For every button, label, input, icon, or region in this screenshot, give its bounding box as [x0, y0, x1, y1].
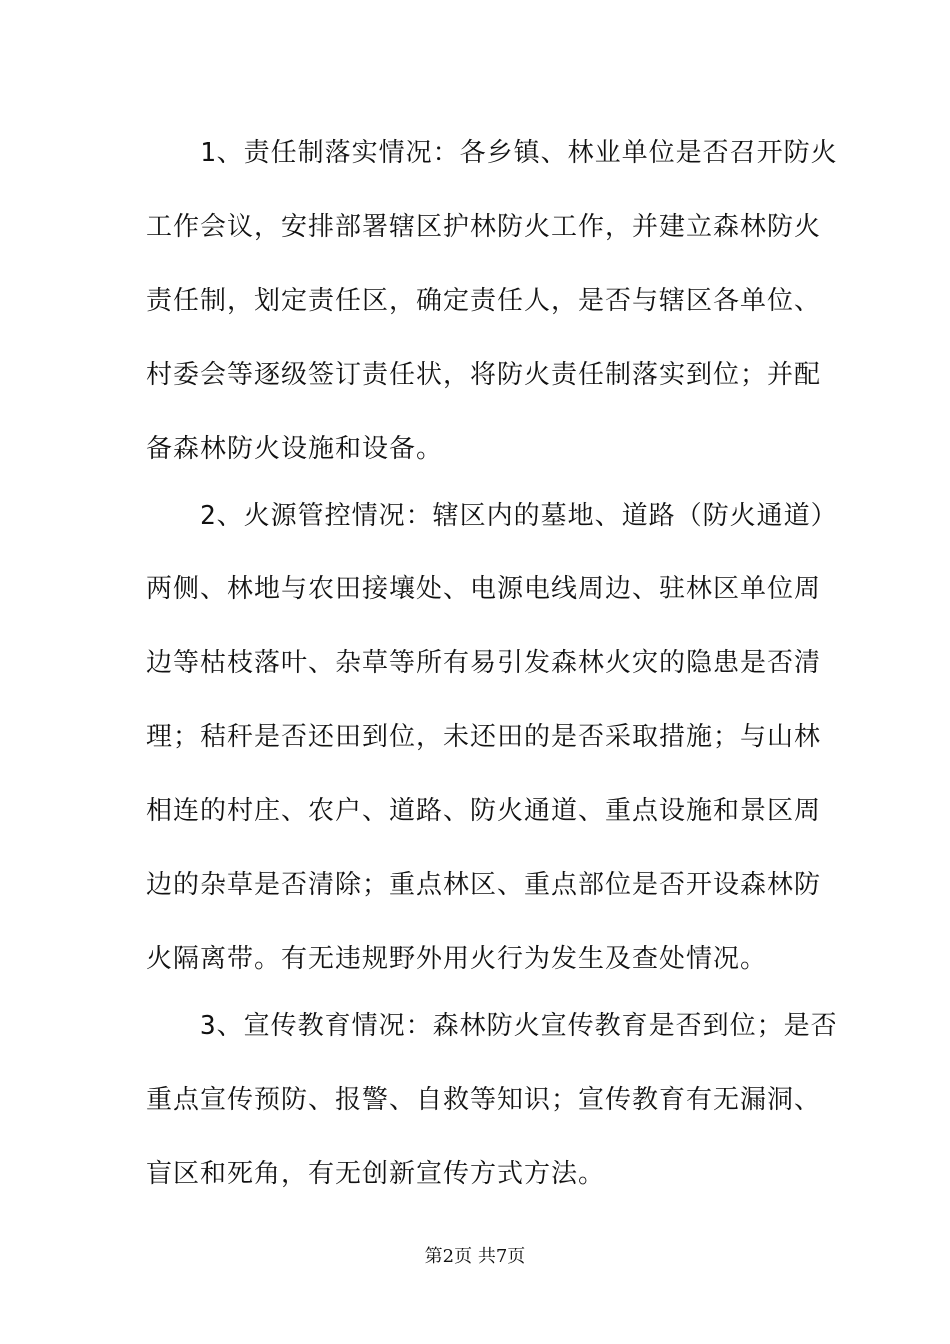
page-number-footer: 第2页 共7页	[424, 1246, 526, 1267]
paragraph-line: 两侧、林地与农田接壤处、电源电线周边、驻林区单位周	[146, 574, 822, 604]
paragraph-line: 备森林防火设施和设备。	[146, 434, 444, 464]
paragraph-line: 火隔离带。有无违规野外用火行为发生及查处情况。	[146, 944, 768, 974]
paragraph-line: 3、宣传教育情况：森林防火宣传教育是否到位；是否	[146, 1011, 838, 1041]
paragraph-line: 重点宣传预防、报警、自救等知识；宣传教育有无漏洞、	[146, 1085, 822, 1115]
paragraph-line: 相连的村庄、农户、道路、防火通道、重点设施和景区周	[146, 796, 822, 826]
paragraph-line: 边的杂草是否清除；重点林区、重点部位是否开设森林防	[146, 870, 822, 900]
paragraph-line: 边等枯枝落叶、杂草等所有易引发森林火灾的隐患是否清	[146, 648, 822, 678]
paragraph-line: 责任制，划定责任区，确定责任人，是否与辖区各单位、	[146, 286, 822, 316]
paragraph-line: 理；秸秆是否还田到位，未还田的是否采取措施；与山林	[146, 722, 822, 752]
paragraph-line: 工作会议，安排部署辖区护林防火工作，并建立森林防火	[146, 212, 822, 242]
paragraph-line: 1、责任制落实情况：各乡镇、林业单位是否召开防火	[146, 138, 838, 168]
paragraph-line: 盲区和死角，有无创新宣传方式方法。	[146, 1159, 606, 1189]
paragraph-line: 2、火源管控情况：辖区内的墓地、道路（防火通道）	[146, 501, 838, 531]
paragraph-line: 村委会等逐级签订责任状，将防火责任制落实到位；并配	[146, 360, 822, 390]
